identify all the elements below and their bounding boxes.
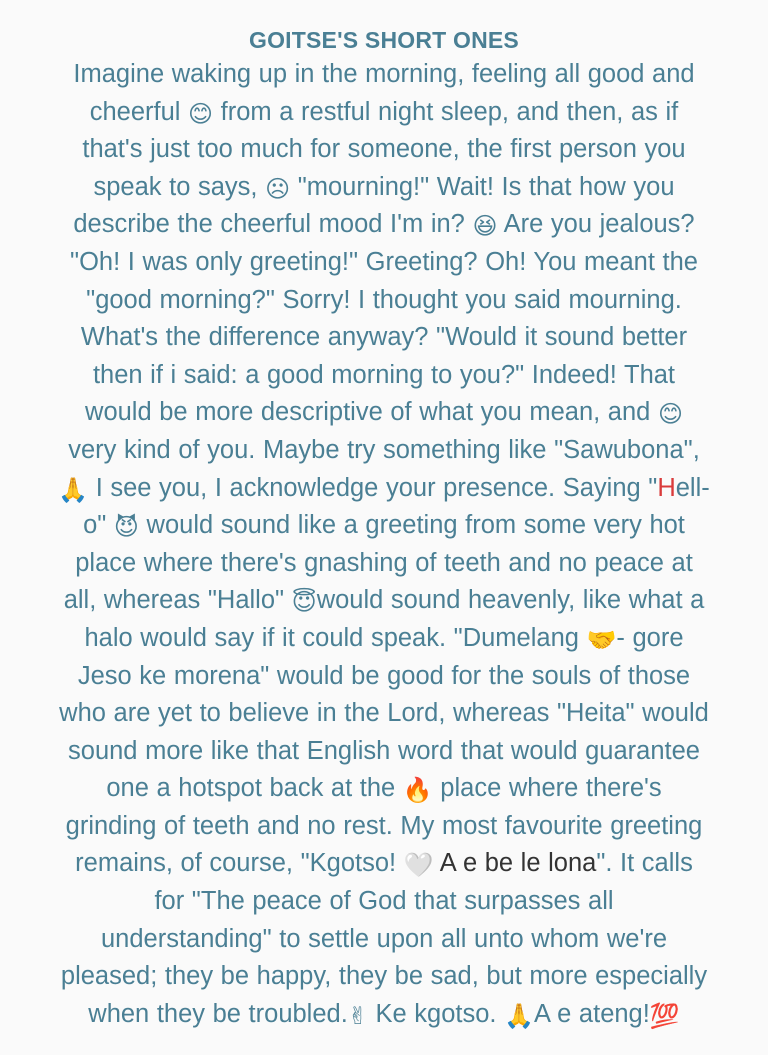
story-line: [26, 470, 742, 508]
story-line: [26, 545, 742, 583]
emoji-icon: 😈: [113, 513, 139, 542]
story-text: then if i said: a good morning to you?" Indeed! That: [92, 360, 676, 389]
emoji-icon: 😇: [291, 588, 317, 617]
story-text: remains, of course, "Kgotso!: [75, 849, 404, 878]
story-line: [26, 733, 742, 771]
story-line: [26, 94, 742, 132]
story-text: all, whereas "Hallo": [63, 586, 292, 615]
story-line: [26, 394, 742, 432]
story-line: [26, 582, 742, 620]
emoji-icon: 🤝: [586, 625, 617, 654]
story-title: GOITSE'S SHORT ONES: [249, 27, 519, 53]
story-text: describe the cheerful mood I'm in?: [73, 210, 473, 239]
emoji-icon: 🙏: [504, 1001, 534, 1030]
story-text: - gore: [616, 623, 684, 652]
story-line: [26, 658, 742, 696]
story-text: ". It calls: [596, 849, 693, 878]
story-text: place where there's: [432, 774, 662, 803]
story-text: that's just too much for someone, the first person you: [82, 135, 686, 164]
story-line: [26, 620, 742, 658]
story-text-dark: A e be le lona: [433, 849, 597, 878]
story-text: when they be troubled.: [88, 999, 348, 1028]
story-line: [26, 282, 742, 320]
emoji-icon: 🤍: [403, 851, 434, 880]
story-text: who are yet to believe in the Lord, whereas "Heita" would: [59, 699, 709, 728]
story-text: ell-: [675, 473, 710, 502]
story-text: Are you jealous?: [497, 210, 695, 239]
story-text: Imagine waking up in the morning, feeling all good and: [73, 60, 695, 88]
story-text: place where there's gnashing of teeth and no peace at: [75, 548, 693, 577]
story-text: grinding of teeth and no rest. My most favourite greeting: [65, 811, 703, 840]
story-text: for "The peace of God that surpasses all: [154, 887, 614, 916]
highlighted-letter: H: [657, 473, 676, 502]
story-text: one a hotspot back at the: [106, 774, 403, 803]
story-line: [26, 56, 742, 94]
emoji-icon: 😆: [472, 212, 498, 241]
story-text: from a restful night sleep, and then, as if: [213, 97, 679, 126]
story-text: cheerful: [89, 97, 189, 126]
story-text: "mourning!" Wait! Is that how you: [290, 172, 675, 201]
story-line: [26, 244, 742, 282]
story-line: [26, 432, 742, 470]
emoji-icon: 🔥: [402, 776, 433, 805]
story-line: [26, 695, 742, 733]
story-text: would be more descriptive of what you mean, and: [85, 398, 658, 427]
story-text: would sound like a greeting from some very hot: [138, 511, 685, 540]
story-line: [26, 845, 742, 883]
story-line: [26, 958, 742, 996]
story-text: "good morning?" Sorry! I thought you said mourning.: [86, 285, 682, 314]
story-text: What's the difference anyway? "Would it sound better: [80, 323, 688, 352]
story-line: [26, 883, 742, 921]
story-text: A e ateng!: [533, 999, 650, 1028]
story-text: sound more like that English word that would guarantee: [68, 736, 700, 765]
story-text: very kind of you. Maybe try something like "Sawubona",: [68, 435, 700, 464]
story-text: I see you, I acknowledge your presence. Saying ": [88, 473, 658, 502]
emoji-icon: 😊: [657, 400, 683, 429]
story-text: speak to says,: [93, 172, 266, 201]
story-text: Jeso ke morena" would be good for the souls of those: [77, 661, 691, 690]
story-line: [26, 169, 742, 207]
emoji-icon: 🙏: [58, 475, 89, 504]
emoji-icon: ☹: [265, 174, 291, 203]
emoji-icon: 💯: [649, 1001, 680, 1030]
story-line: [26, 319, 742, 357]
story-body: [26, 56, 742, 1033]
story-text: Ke kgotso.: [367, 999, 505, 1028]
story-text: would sound heavenly, like what a: [316, 586, 705, 615]
story-line: [26, 770, 742, 808]
story-line: [26, 507, 742, 545]
story-line: [26, 808, 742, 846]
story-text: o": [83, 511, 114, 540]
story-line: [26, 996, 742, 1034]
story-line: [26, 357, 742, 395]
emoji-icon: 😊: [188, 99, 214, 128]
emoji-icon: ✌: [347, 1001, 368, 1030]
story-text: understanding" to settle upon all unto whom we're: [100, 924, 668, 953]
story-text: halo would say if it could speak. "Dumelang: [84, 623, 587, 652]
story-line: [26, 921, 742, 959]
story-line: [26, 206, 742, 244]
story-line: [26, 131, 742, 169]
story-text: pleased; they be happy, they be sad, but more especially: [60, 962, 708, 991]
story-text: "Oh! I was only greeting!" Greeting? Oh! You meant the: [70, 247, 698, 276]
